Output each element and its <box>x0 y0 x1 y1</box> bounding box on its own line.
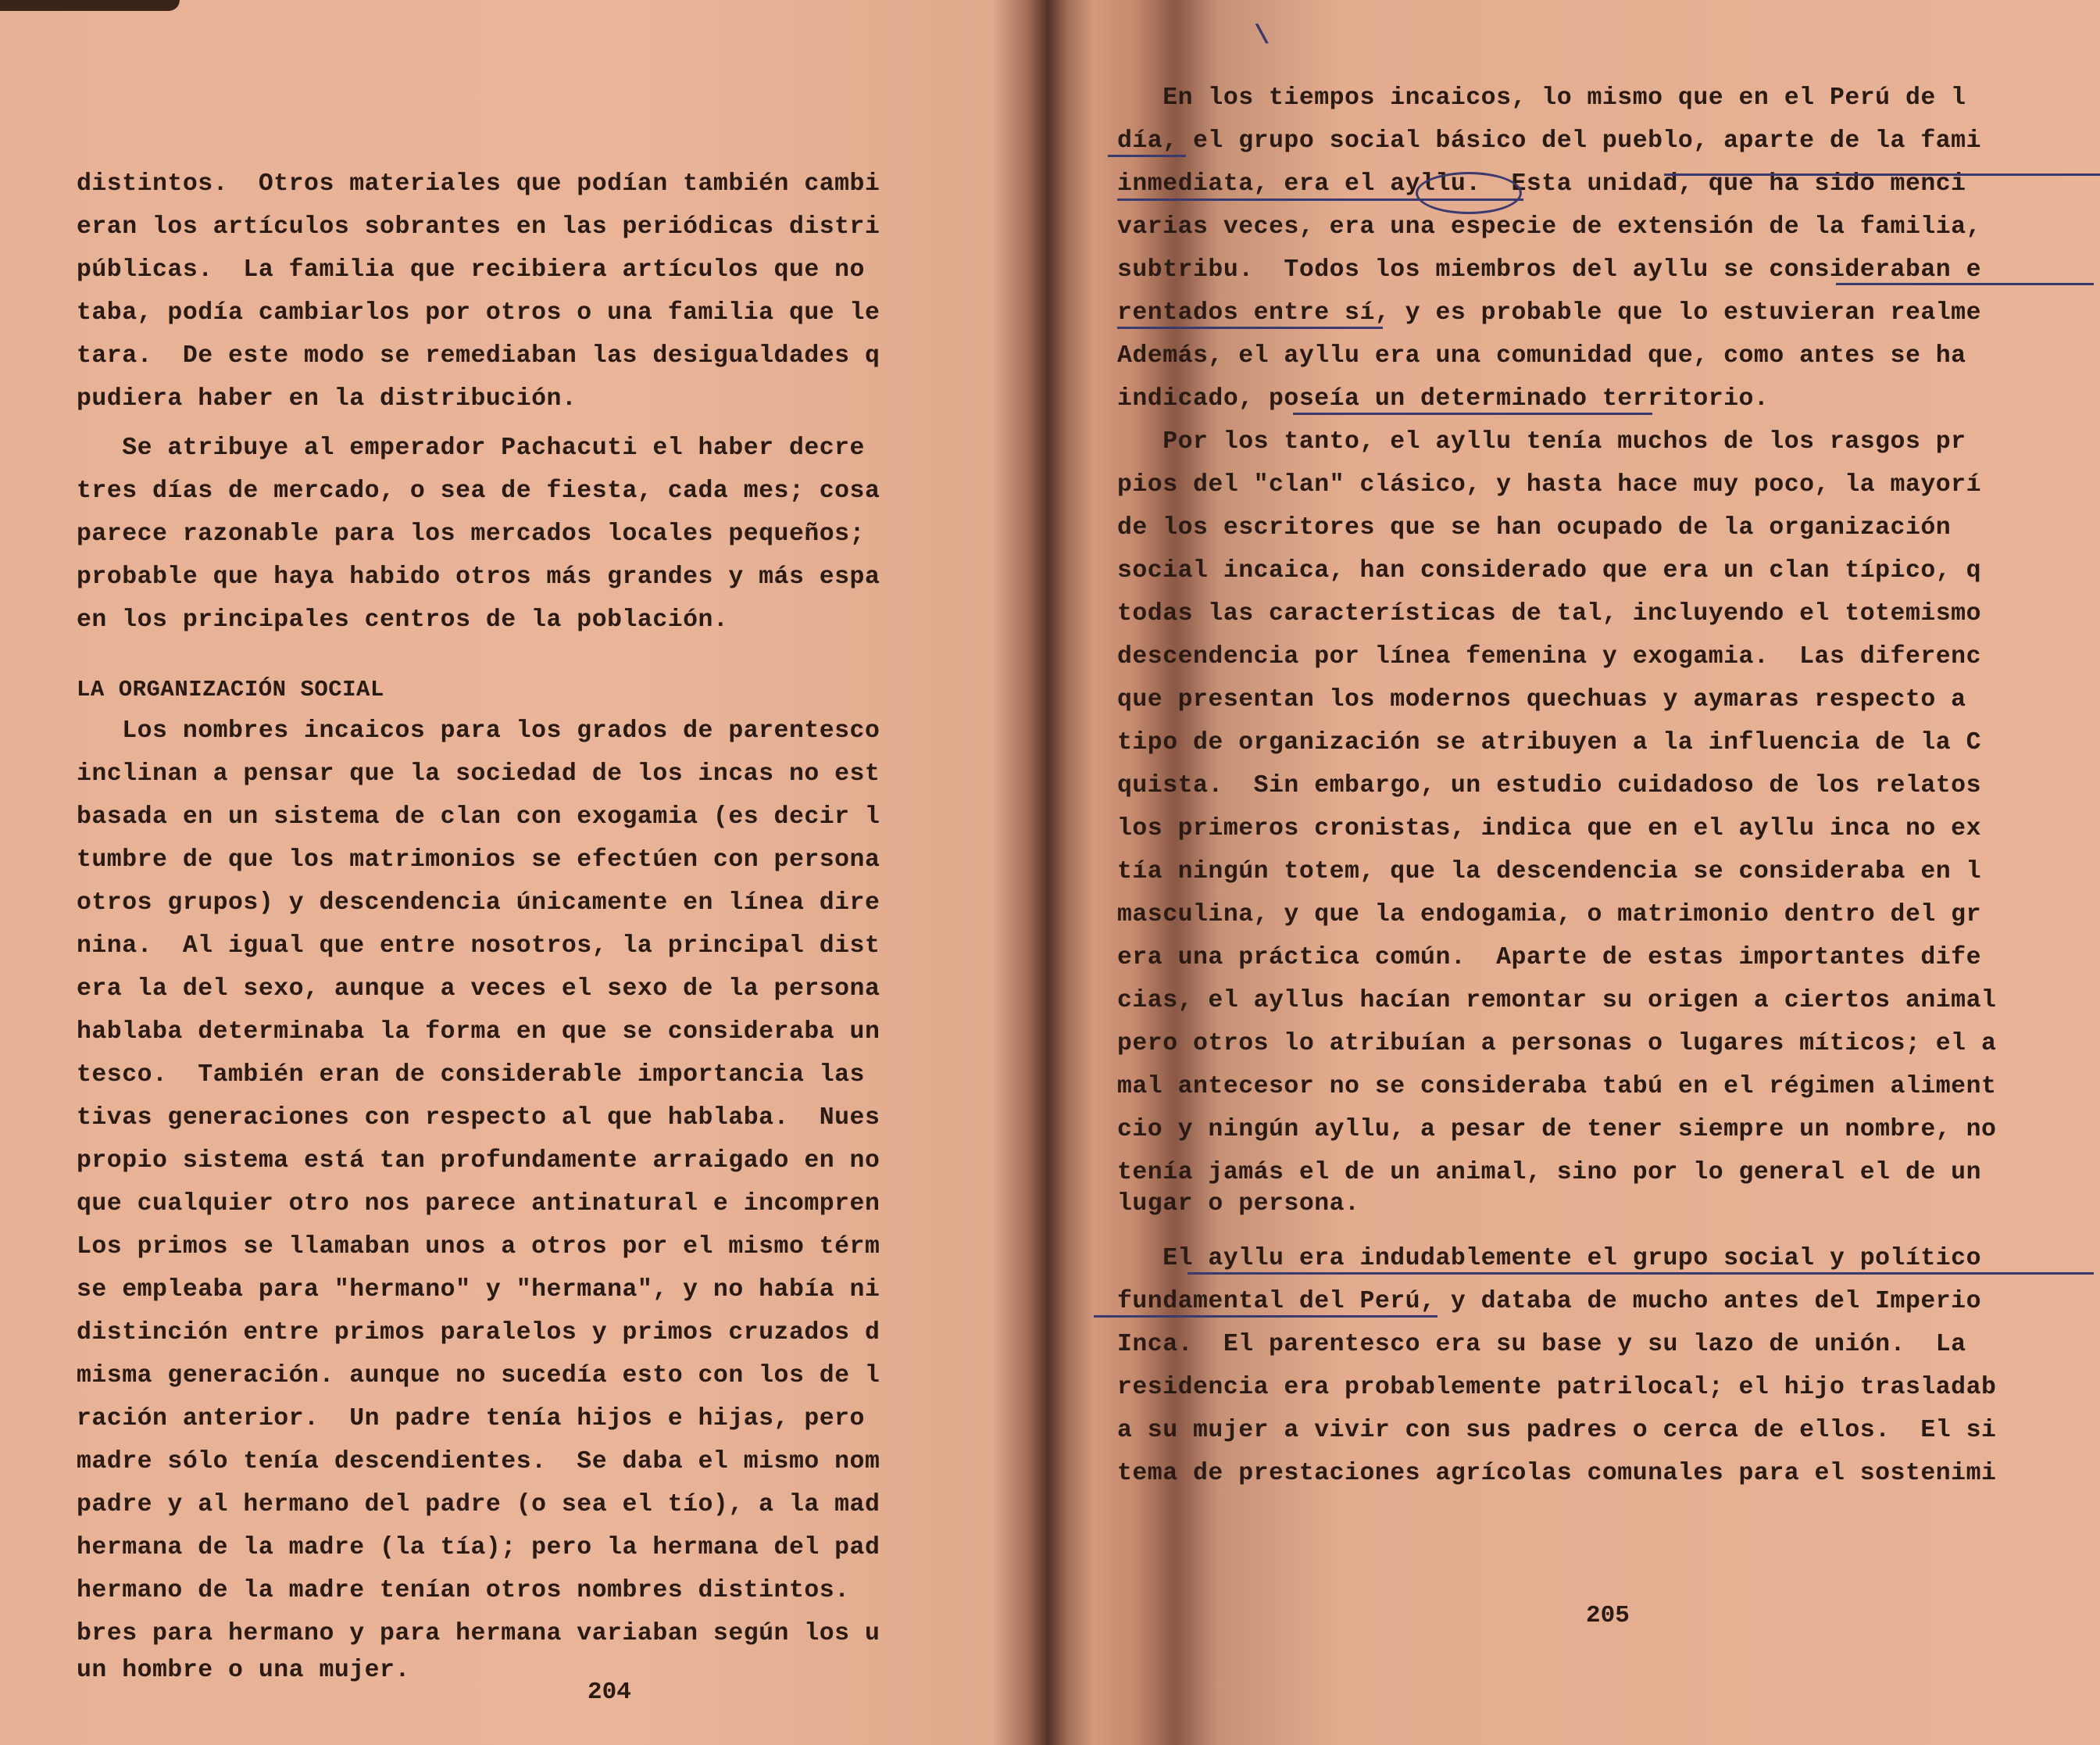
text-line: tara. De este modo se remediaban las desigualdades q <box>77 342 880 370</box>
pen-underline <box>1188 1272 2094 1275</box>
text-line: rentados entre sí, y es probable que lo estuvieran realme <box>1117 299 1981 327</box>
text-line: tipo de organización se atribuyen a la influencia de la C <box>1117 729 1981 756</box>
text-line: tumbre de que los matrimonios se efectúen con persona <box>77 846 880 874</box>
text-line: se empleaba para "hermano" y "hermana", y no había ni <box>77 1276 880 1303</box>
pen-underline <box>1094 1315 1438 1318</box>
text-line: padre y al hermano del padre (o sea el tío), a la mad <box>77 1491 880 1518</box>
text-line: parece razonable para los mercados locales pequeños; <box>77 520 865 548</box>
pen-underline <box>1117 327 1383 329</box>
text-line: tía ningún totem, que la descendencia se consideraba en l <box>1117 858 1981 885</box>
section-heading: LA ORGANIZACIÓN SOCIAL <box>77 677 384 703</box>
text-line: taba, podía cambiarlos por otros o una familia que le <box>77 299 880 327</box>
page-number-right: 205 <box>1586 1602 1630 1629</box>
text-line: todas las características de tal, incluyendo el totemismo <box>1117 600 1981 628</box>
text-line: Además, el ayllu era una comunidad que, como antes se ha <box>1117 342 1966 370</box>
text-line: hermana de la madre (la tía); pero la hermana del pad <box>77 1534 880 1561</box>
text-line: eran los artículos sobrantes en las periódicas distri <box>77 213 880 241</box>
pen-circle <box>1416 172 1522 214</box>
text-line: varias veces, era una especie de extensión de la familia, <box>1117 213 1981 241</box>
text-line: probable que haya habido otros más grandes y más espa <box>77 563 880 591</box>
text-line: en los principales centros de la población. <box>77 606 729 634</box>
text-line: residencia era probablemente patrilocal; el hijo trasladab <box>1117 1374 1997 1401</box>
text-line: los primeros cronistas, indica que en el ayllu inca no ex <box>1117 815 1981 842</box>
text-line: era la del sexo, aunque a veces el sexo de la persona <box>77 975 880 1003</box>
text-line: tivas generaciones con respecto al que hablaba. Nues <box>77 1104 880 1132</box>
text-line: tenía jamás el de un animal, sino por lo general el de un <box>1117 1159 1981 1186</box>
text-line: pios del "clan" clásico, y hasta hace muy poco, la mayorí <box>1117 471 1981 499</box>
text-line: Por los tanto, el ayllu tenía muchos de los rasgos pr <box>1117 428 1966 456</box>
text-line: cias, el ayllus hacían remontar su origen a ciertos animal <box>1117 987 1997 1014</box>
text-line: madre sólo tenía descendientes. Se daba el mismo nom <box>77 1448 880 1475</box>
text-line: pudiera haber en la distribución. <box>77 385 577 413</box>
text-line: propio sistema está tan profundamente arraigado en no <box>77 1147 880 1175</box>
pen-underline <box>1108 155 1186 157</box>
text-line: social incaica, han considerado que era un clan típico, q <box>1117 557 1981 585</box>
text-line: otros grupos) y descendencia únicamente en línea dire <box>77 889 880 917</box>
pen-mark-icon: \ <box>1254 22 1270 52</box>
text-line: hablaba determinaba la forma en que se consideraba un <box>77 1018 880 1046</box>
text-line: masculina, y que la endogamia, o matrimonio dentro del gr <box>1117 901 1981 928</box>
text-line: ración anterior. Un padre tenía hijos e hijas, pero <box>77 1405 865 1432</box>
text-line: hermano de la madre tenían otros nombres distintos. <box>77 1577 850 1604</box>
text-line: tema de prestaciones agrícolas comunales para el sostenimi <box>1117 1460 1997 1487</box>
text-line: bres para hermano y para hermana variaban según los u <box>77 1620 880 1647</box>
text-line: pero otros lo atribuían a personas o lugares míticos; el a <box>1117 1030 1997 1057</box>
text-line: era una práctica común. Aparte de estas importantes dife <box>1117 944 1981 971</box>
right-page <box>1094 0 2100 1745</box>
text-line: Los primos se llamaban unos a otros por el mismo térm <box>77 1233 880 1260</box>
text-line: misma generación. aunque no sucedía esto con los de l <box>77 1362 880 1389</box>
text-line: nina. Al igual que entre nosotros, la principal dist <box>77 932 880 960</box>
text-line: un hombre o una mujer. <box>77 1657 410 1684</box>
text-line: Los nombres incaicos para los grados de parentesco <box>77 717 880 745</box>
page-number-left: 204 <box>588 1679 631 1706</box>
text-line: distinción entre primos paralelos y primos cruzados d <box>77 1319 880 1346</box>
text-line: descendencia por línea femenina y exogamia. Las diferenc <box>1117 643 1981 670</box>
text-line: públicas. La familia que recibiera artículos que no <box>77 256 865 284</box>
text-line: que cualquier otro nos parece antinatural e incompren <box>77 1190 880 1218</box>
pen-underline <box>1664 173 2100 176</box>
text-line: indicado, poseía un determinado territorio. <box>1117 385 1770 413</box>
text-line: inclinan a pensar que la sociedad de los incas no est <box>77 760 880 788</box>
text-line: mal antecesor no se consideraba tabú en el régimen aliment <box>1117 1073 1997 1100</box>
text-line: distintos. Otros materiales que podían también cambi <box>77 170 880 198</box>
book-gutter <box>992 0 1094 1745</box>
text-line: El ayllu era indudablemente el grupo social y político <box>1117 1245 1981 1272</box>
text-line: fundamental del Perú, y databa de mucho antes del Imperio <box>1117 1288 1981 1315</box>
text-line: quista. Sin embargo, un estudio cuidadoso de los relatos <box>1117 772 1981 799</box>
text-line: En los tiempos incaicos, lo mismo que en el Perú de l <box>1117 84 1966 112</box>
left-page <box>0 0 1008 1745</box>
text-line: cio y ningún ayllu, a pesar de tener siempre un nombre, no <box>1117 1116 1997 1143</box>
text-line: tres días de mercado, o sea de fiesta, cada mes; cosa <box>77 477 880 505</box>
text-line: tesco. También eran de considerable importancia las <box>77 1061 865 1089</box>
text-line: lugar o persona. <box>1117 1190 1360 1218</box>
text-line: de los escritores que se han ocupado de la organización <box>1117 514 1952 542</box>
text-line: que presentan los modernos quechuas y aymaras respecto a <box>1117 686 1966 713</box>
pen-underline <box>1293 413 1652 415</box>
text-line: Inca. El parentesco era su base y su lazo de unión. La <box>1117 1331 1966 1358</box>
text-line: día, el grupo social básico del pueblo, aparte de la fami <box>1117 127 1981 155</box>
text-line: subtribu. Todos los miembros del ayllu se consideraban e <box>1117 256 1981 284</box>
pen-underline <box>1836 283 2094 285</box>
text-line: inmediata, era el ayllu. Esta unidad, que ha sido menci <box>1117 170 1966 198</box>
text-line: a su mujer a vivir con sus padres o cerca de ellos. El si <box>1117 1417 1997 1444</box>
text-line: Se atribuye al emperador Pachacuti el haber decre <box>77 434 865 462</box>
text-line: basada en un sistema de clan con exogamia (es decir l <box>77 803 880 831</box>
